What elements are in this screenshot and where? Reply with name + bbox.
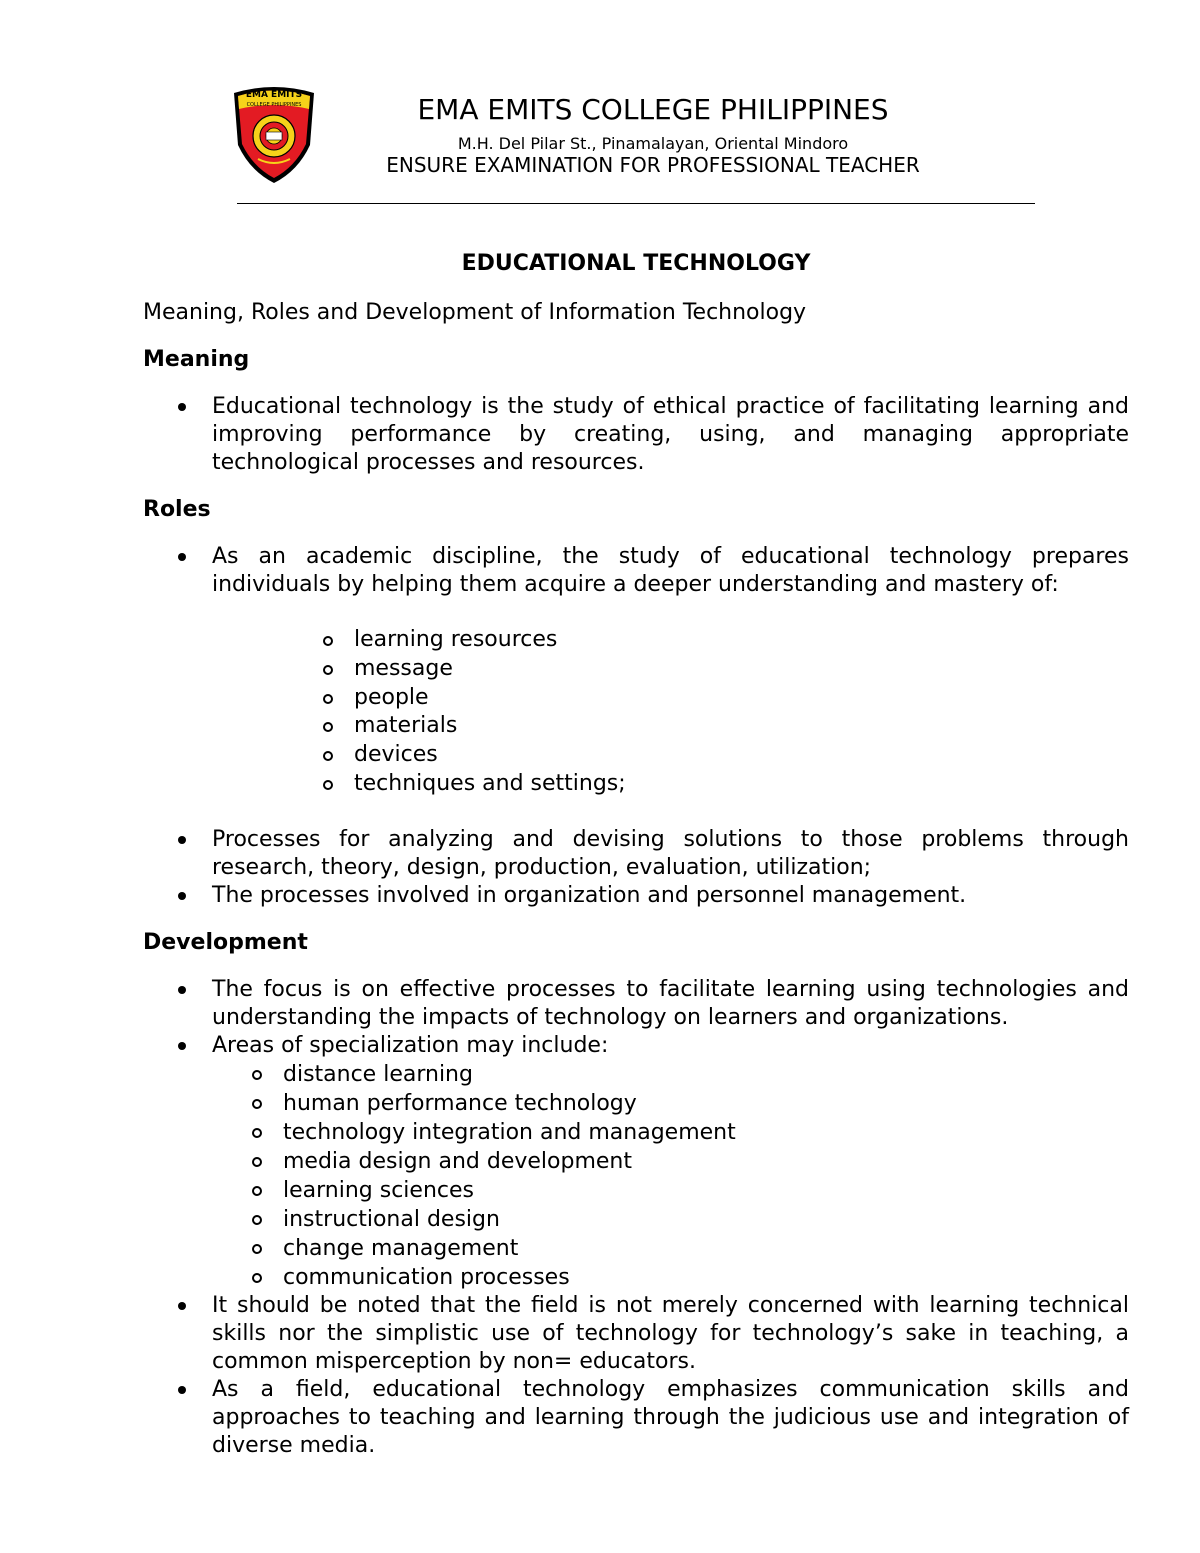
section-heading-development: Development [143,929,308,955]
college-address: M.H. Del Pilar St., Pinamalayan, Oriental Mindoro [457,134,849,153]
list-item: As a field, educational technology emphasizes communication skills and approaches to teaching and learning through the judicious use and integration of diverse media. [143,1376,1129,1460]
section-heading-meaning: Meaning [143,347,250,372]
section-heading-roles: Roles [143,497,211,522]
sublist-item: human performance technology [283,1089,1129,1118]
sublist-item: message [354,655,1129,684]
header-divider [237,203,1035,204]
sublist-item: learning resources [354,626,1129,655]
list-item: Educational technology is the study of ethical practice of facilitating learning and improving performance by creating, using, and managing appropriate technological processes and resources. [143,393,1129,477]
svg-text:EMA EMITS: EMA EMITS [245,90,303,100]
sublist-item: materials [354,712,1129,741]
list-item: Processes for analyzing and devising solutions to those problems through research, theory, design, production, evaluation, utilization; [143,826,1129,882]
meaning-list [143,393,1129,477]
list-item-text: Areas of specialization may include: [212,1032,609,1058]
roles-list-continued [143,826,1129,910]
sublist-item: learning sciences [283,1176,1129,1205]
development-list [143,976,1129,1460]
subject-title: EDUCATIONAL TECHNOLOGY [461,251,811,276]
list-item [143,1032,1129,1292]
list-item: The focus is on effective processes to facilitate learning using technologies and understanding the impacts of technology on learners and organizations. [143,976,1129,1032]
document-body [143,250,1129,1460]
sublist-item: technology integration and management [283,1118,1129,1147]
sublist-item: communication processes [283,1263,1129,1292]
svg-text:COLLEGE PHILIPPINES: COLLEGE PHILIPPINES [246,102,302,108]
sublist-item: techniques and settings; [354,770,1129,799]
exam-title: ENSURE EXAMINATION FOR PROFESSIONAL TEACHER [386,153,920,177]
list-item: It should be noted that the field is not merely concerned with learning technical skills nor the simplistic use of technology for technology’s sake in teaching, a common misperception by non= educators. [143,1292,1129,1376]
sublist-item: media design and development [283,1147,1129,1176]
list-item: As an academic discipline, the study of educational technology prepares individuals by helping them acquire a deeper understanding and mastery of: [143,543,1129,599]
sublist-item: change management [283,1234,1129,1263]
specialization-sublist [143,1060,1129,1292]
list-item: The processes involved in organization and personnel management. [143,882,1129,910]
sublist-item: instructional design [283,1205,1129,1234]
college-name: EMA EMITS COLLEGE PHILIPPINES [417,93,889,126]
sublist-item: people [354,684,1129,713]
roles-list [143,543,1129,599]
document-subtitle: Meaning, Roles and Development of Information Technology [143,300,807,325]
roles-sublist [143,626,1129,799]
sublist-item: distance learning [283,1060,1129,1089]
sublist-item: devices [354,741,1129,770]
